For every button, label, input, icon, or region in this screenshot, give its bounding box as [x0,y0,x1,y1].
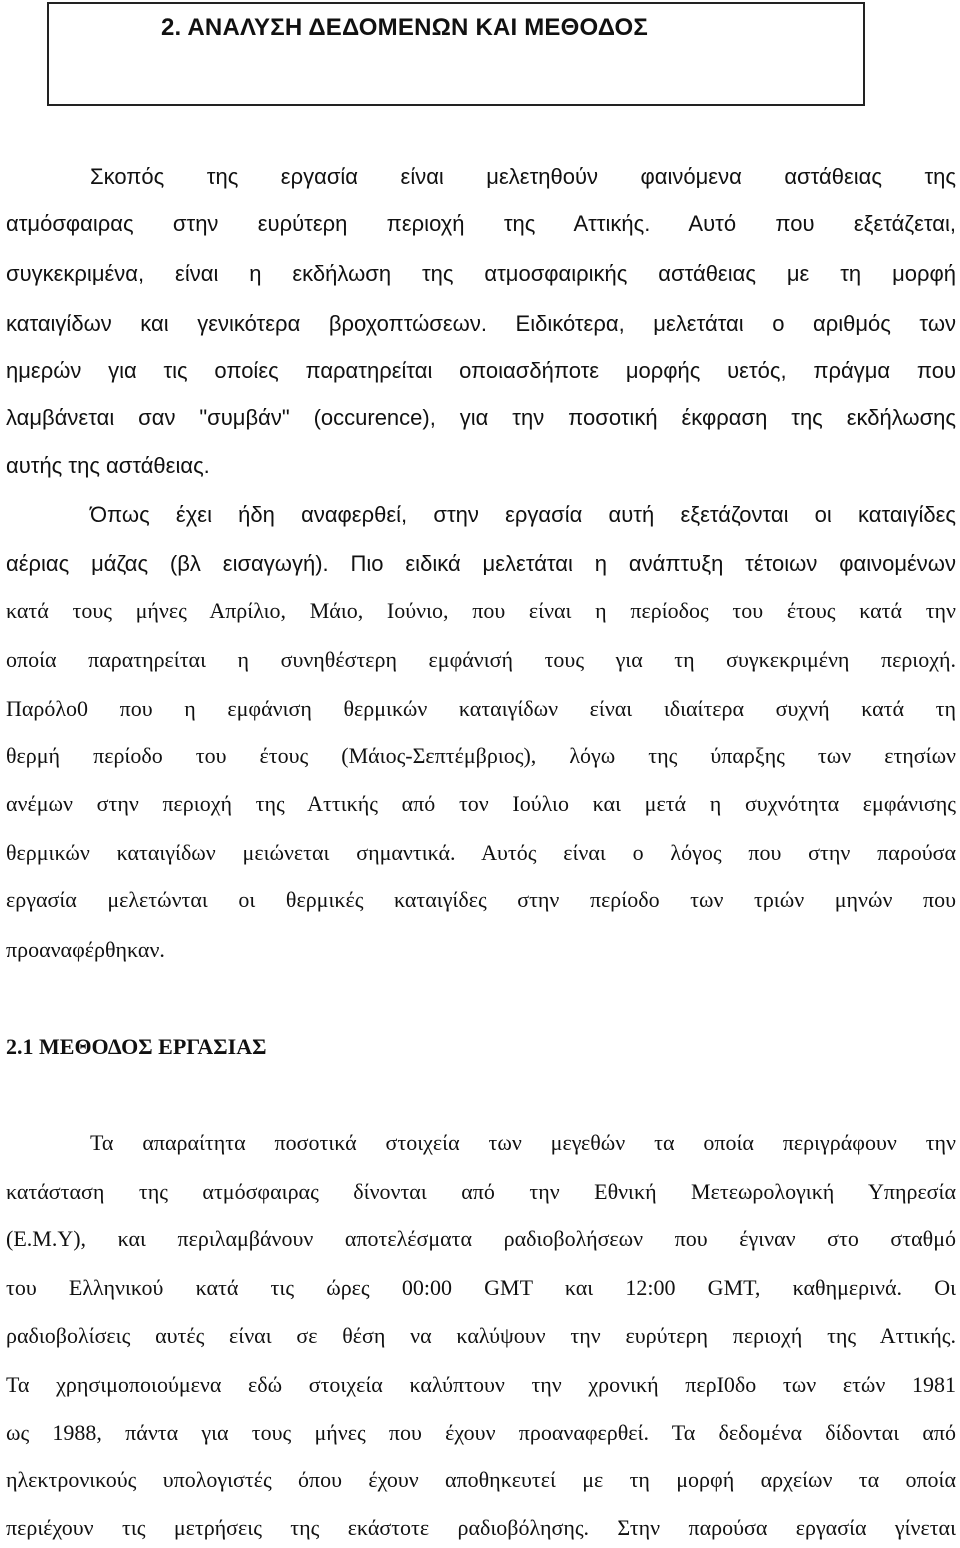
paragraph-1-line-2: ατμόσφαιρας στην ευρύτερη περιοχή της Αττικής. Αυτό που εξετάζεται, [6,211,956,236]
paragraph-1-line-7: αυτής της αστάθειας. [6,453,210,478]
paragraph-1-line-6: λαμβάνεται σαν "συμβάν" (occurence), για την ποσοτική έκφραση της εκδήλωσης [6,405,956,430]
paragraph-3-line-8: ηλεκτρονικούς υπολογιστές όπου έχουν αποθηκευτεί με τη μορφή αρχείων τα οποία [6,1467,956,1492]
paragraph-2-line-2: αέριας μάζας (βλ εισαγωγή). Πιο ειδικά μελετάται η ανάπτυξη τέτοιων φαινομένων [6,551,956,576]
paragraph-1-line-5: ημερών για τις οποίες παρατηρείται οποιασδήποτε μορφής υετός, πράγμα που [6,358,956,383]
paragraph-2-line-10: προαναφέρθηκαν. [6,937,165,962]
paragraph-2-line-5: Παρόλο0 που η εμφάνιση θερμικών καταιγίδων είναι ιδιαίτερα συχνή κατά τη [6,696,956,721]
section-heading: 2.1 ΜΕΘΟΔΟΣ ΕΡΓΑΣΙΑΣ [6,1034,267,1059]
paragraph-3-line-6: Τα χρησιμοποιούμενα εδώ στοιχεία καλύπτουν την χρονική περΙ0δο των ετών 1981 [6,1372,956,1397]
paragraph-2-line-3: κατά τους μήνες Απρίλιο, Μάιο, Ιούνιο, που είναι η περίοδος του έτους κατά την [6,598,956,623]
paragraph-2-line-8: θερμικών καταιγίδων μειώνεται σημαντικά. Αυτός είναι ο λόγος που στην παρούσα [6,840,956,865]
chapter-title-box [47,2,865,106]
paragraph-2-line-6: θερμή περίοδο του έτους (Μάιος-Σεπτέμβριος), λόγω της ύπαρξης των ετησίων [6,743,956,768]
paragraph-2-line-4: οποία παρατηρείται η συνηθέστερη εμφάνισή τους για τη συγκεκριμένη περιοχή. [6,647,956,672]
paragraph-3-line-2: κατάσταση της ατμόσφαιρας δίνονται από την Εθνική Μετεωρολογική Υπηρεσία [6,1179,956,1204]
paragraph-3-line-9: περιέχουν τις μετρήσεις της εκάστοτε ραδιοβόλησης. Στην παρούσα εργασία γίνεται [6,1515,956,1540]
paragraph-3-line-3: (Ε.Μ.Υ), και περιλαμβάνουν αποτελέσματα ραδιοβολήσεων που έγιναν στο σταθμό [6,1226,956,1251]
paragraph-3-line-5: ραδιοβολίσεις αυτές είναι σε θέση να καλύψουν την ευρύτερη περιοχή της Αττικής. [6,1323,956,1348]
paragraph-1-line-4: καταιγίδων και γενικότερα βροχοπτώσεων. Ειδικότερα, μελετάται ο αριθμός των [6,311,956,336]
paragraph-2-line-9: εργασία μελετώνται οι θερμικές καταιγίδες στην περίοδο των τριών μηνών που [6,887,956,912]
paragraph-2-line-7: ανέμων στην περιοχή της Αττικής από τον Ιούλιο και μετά η συχνότητα εμφάνισης [6,791,956,816]
paragraph-3-line-4: του Ελληνικού κατά τις ώρες 00:00 GMT και 12:00 GMT, καθημερινά. Οι [6,1275,956,1300]
paragraph-2-line-1: Όπως έχει ήδη αναφερθεί, στην εργασία αυτή εξετάζονται οι καταιγίδες [90,502,956,527]
paragraph-1-line-3: συγκεκριμένα, είναι η εκδήλωση της ατμοσφαιρικής αστάθειας με τη μορφή [6,261,956,286]
paragraph-1-line-1: Σκοπός της εργασία είναι μελετηθούν φαινόμενα αστάθειας της [90,164,956,189]
chapter-title: 2. ΑΝΑΛΥΣΗ ΔΕΔΟΜΕΝΩΝ ΚΑΙ ΜΕΘΟΔΟΣ [161,14,649,41]
paragraph-3-line-1: Τα απαραίτητα ποσοτικά στοιχεία των μεγεθών τα οποία περιγράφουν την [90,1130,956,1155]
paragraph-3-line-7: ως 1988, πάντα για τους μήνες που έχουν προαναφερθεί. Τα δεδομένα δίδονται από [6,1420,956,1445]
